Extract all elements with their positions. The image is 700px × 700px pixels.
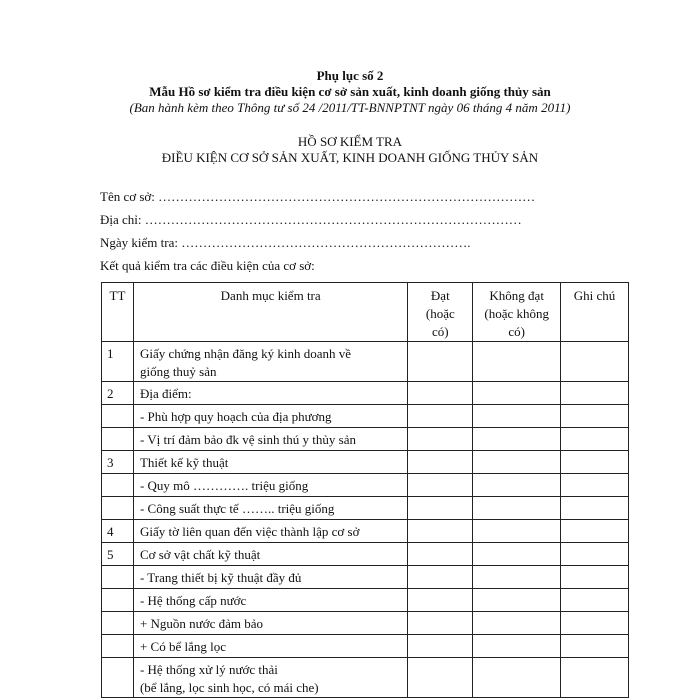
fail-cell[interactable] <box>473 520 561 543</box>
row-item-line: giống thuỷ sản <box>139 364 217 379</box>
note-cell[interactable] <box>561 658 629 698</box>
row-number <box>102 589 134 612</box>
note-cell[interactable] <box>561 382 629 405</box>
header-fail-line: có) <box>508 324 525 339</box>
pass-cell[interactable] <box>408 497 473 520</box>
note-cell[interactable] <box>561 520 629 543</box>
row-number <box>102 658 134 698</box>
fail-cell[interactable] <box>473 451 561 474</box>
row-number <box>102 405 134 428</box>
row-item: Giấy tờ liên quan đến việc thành lập cơ sở <box>133 520 407 543</box>
row-item: - Phù hợp quy hoạch của địa phương <box>133 405 407 428</box>
fail-cell[interactable] <box>473 566 561 589</box>
results-intro: Kết quả kiểm tra các điều kiện của cơ sở: <box>100 258 315 273</box>
pass-cell[interactable] <box>408 428 473 451</box>
table-row <box>102 342 629 382</box>
row-item: - Trang thiết bị kỹ thuật đầy đủ <box>133 566 407 589</box>
row-item: Thiết kế kỹ thuật <box>133 451 407 474</box>
header-note: Ghi chú <box>561 283 629 342</box>
table-row <box>102 474 629 497</box>
row-item: + Nguồn nước đảm bảo <box>133 612 407 635</box>
pass-cell[interactable] <box>408 474 473 497</box>
note-cell[interactable] <box>561 497 629 520</box>
fail-cell[interactable] <box>473 658 561 698</box>
document-title: HỒ SƠ KIỂM TRA <box>297 134 403 149</box>
row-number <box>102 428 134 451</box>
row-item-line: - Hệ thống xử lý nước thải <box>139 662 278 677</box>
row-item: Địa điểm: <box>133 382 407 405</box>
header-fail-line: (hoặc không <box>484 306 549 321</box>
pass-cell[interactable] <box>408 635 473 658</box>
table-row <box>102 612 629 635</box>
pass-cell[interactable] <box>408 382 473 405</box>
row-number <box>102 566 134 589</box>
table-row <box>102 451 629 474</box>
pass-cell[interactable] <box>408 589 473 612</box>
pass-cell[interactable] <box>408 520 473 543</box>
pass-cell[interactable] <box>408 543 473 566</box>
row-number: 5 <box>102 543 134 566</box>
row-item: - Hệ thống cấp nước <box>133 589 407 612</box>
row-number: 2 <box>102 382 134 405</box>
fail-cell[interactable] <box>473 612 561 635</box>
table-row <box>102 635 629 658</box>
header-tt: TT <box>102 283 134 342</box>
pass-cell[interactable] <box>408 612 473 635</box>
table-row <box>102 520 629 543</box>
table-row <box>102 543 629 566</box>
fail-cell[interactable] <box>473 342 561 382</box>
document-subtitle: ĐIỀU KIỆN CƠ SỞ SẢN XUẤT, KINH DOANH GIỐNG THỦY SẢN <box>161 150 539 165</box>
header-pass <box>408 283 473 342</box>
inspection-checklist-table <box>101 282 629 698</box>
row-item: + Có bể lắng lọc <box>133 635 407 658</box>
fail-cell[interactable] <box>473 474 561 497</box>
row-number <box>102 612 134 635</box>
note-cell[interactable] <box>561 342 629 382</box>
table-row <box>102 566 629 589</box>
table-row <box>102 382 629 405</box>
pass-cell[interactable] <box>408 451 473 474</box>
note-cell[interactable] <box>561 566 629 589</box>
row-number <box>102 497 134 520</box>
table-row <box>102 589 629 612</box>
table-row <box>102 658 629 698</box>
row-item-line: Giấy chứng nhận đăng ký kinh doanh về <box>139 346 351 361</box>
appendix-title: Mẫu Hồ sơ kiểm tra điều kiện cơ sở sản xuất, kinh doanh giống thủy sản <box>149 84 551 99</box>
row-number: 3 <box>102 451 134 474</box>
note-cell[interactable] <box>561 428 629 451</box>
row-item: - Công suất thực tế …….. triệu giống <box>133 497 407 520</box>
fail-cell[interactable] <box>473 635 561 658</box>
row-number <box>102 635 134 658</box>
header-item: Danh mục kiểm tra <box>133 283 407 342</box>
address-field: Địa chỉ: …………………………………………………………………………… <box>100 212 522 227</box>
table-row <box>102 497 629 520</box>
fail-cell[interactable] <box>473 497 561 520</box>
fail-cell[interactable] <box>473 428 561 451</box>
row-item: - Quy mô …………. triệu giống <box>133 474 407 497</box>
pass-cell[interactable] <box>408 566 473 589</box>
fail-cell[interactable] <box>473 589 561 612</box>
note-cell[interactable] <box>561 474 629 497</box>
appendix-issuance-note: (Ban hành kèm theo Thông tư số 24 /2011/TT-BNNPTNT ngày 06 tháng 4 năm 2011) <box>129 100 571 115</box>
pass-cell[interactable] <box>408 658 473 698</box>
row-number <box>102 474 134 497</box>
row-number: 4 <box>102 520 134 543</box>
fail-cell[interactable] <box>473 543 561 566</box>
note-cell[interactable] <box>561 451 629 474</box>
header-fail-line: Không đạt <box>489 288 544 303</box>
row-number: 1 <box>102 342 134 382</box>
fail-cell[interactable] <box>473 405 561 428</box>
facility-name-field: Tên cơ sở: …………………………………………………………………………… <box>100 189 536 204</box>
inspection-date-field: Ngày kiểm tra: …………………………………………………………. <box>100 235 471 250</box>
row-item-line: (bể lắng, lọc sinh học, có mái che) <box>139 680 319 695</box>
header-pass-line: (hoặc <box>425 306 455 321</box>
table-header-row <box>102 283 629 342</box>
row-item: Cơ sở vật chất kỹ thuật <box>133 543 407 566</box>
row-item <box>133 342 407 382</box>
header-fail <box>473 283 561 342</box>
note-cell[interactable] <box>561 405 629 428</box>
note-cell[interactable] <box>561 543 629 566</box>
header-pass-line: có) <box>432 324 449 339</box>
fail-cell[interactable] <box>473 382 561 405</box>
header-pass-line: Đạt <box>430 288 450 303</box>
appendix-number: Phụ lục số 2 <box>316 68 384 83</box>
table-row <box>102 405 629 428</box>
row-item <box>133 658 407 698</box>
note-cell[interactable] <box>561 612 629 635</box>
row-item: - Vị trí đảm bảo đk vệ sinh thú y thủy sản <box>133 428 407 451</box>
note-cell[interactable] <box>561 635 629 658</box>
pass-cell[interactable] <box>408 405 473 428</box>
pass-cell[interactable] <box>408 342 473 382</box>
table-row <box>102 428 629 451</box>
note-cell[interactable] <box>561 589 629 612</box>
